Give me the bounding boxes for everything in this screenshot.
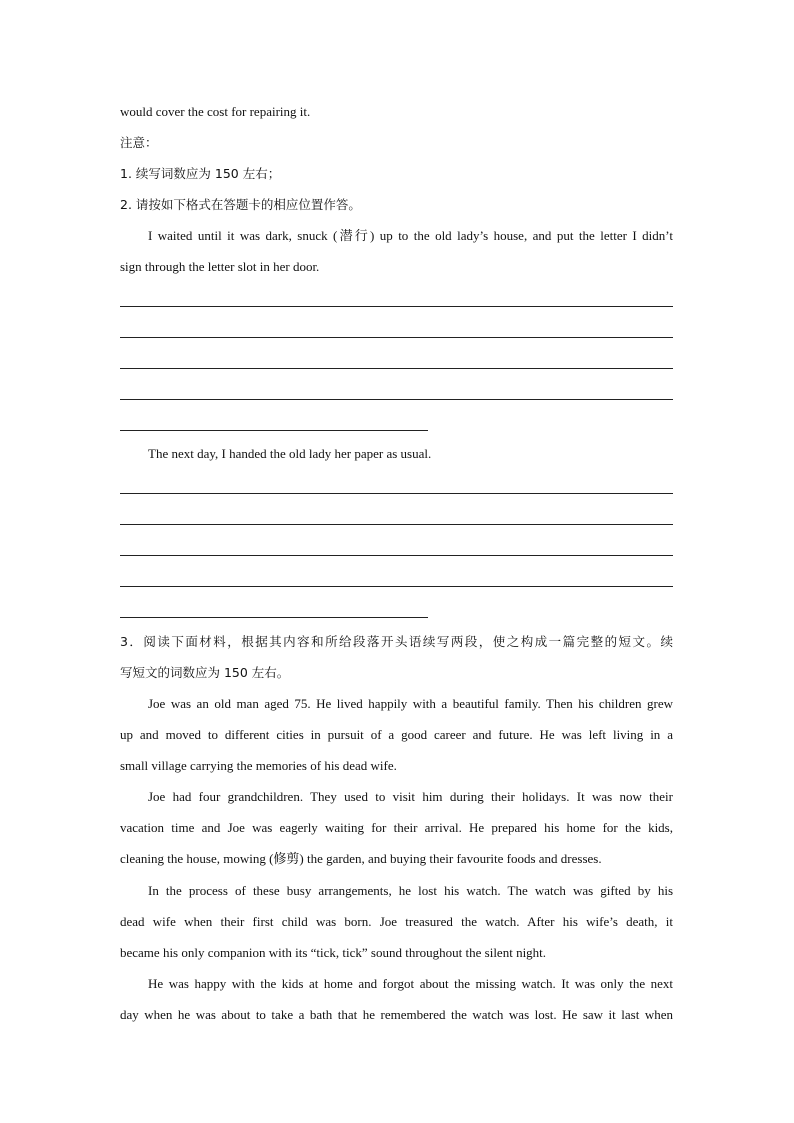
answer-line xyxy=(120,430,428,431)
answer-line xyxy=(120,493,673,494)
prompt-line: The next day, I handed the old lady her paper as usual. xyxy=(148,446,432,461)
answer-line xyxy=(120,337,673,338)
answer-line xyxy=(120,368,673,369)
paragraph-line: dead wife when their first child was born. Joe treasured the watch. After his wife’s death, it xyxy=(120,914,673,929)
paragraph-line: small village carrying the memories of his dead wife. xyxy=(120,758,397,773)
paragraph-line: In the process of these busy arrangements, he lost his watch. The watch was gifted by his xyxy=(148,883,673,898)
note-item: 2. 请按如下格式在答题卡的相应位置作答。 xyxy=(120,197,361,212)
answer-line xyxy=(120,399,673,400)
prompt-line: I waited until it was dark, snuck (潜行) up to the old lady’s house, and put the letter I didn’t xyxy=(148,228,673,243)
answer-line xyxy=(120,617,428,618)
answer-line xyxy=(120,586,673,587)
paragraph-line: Joe had four grandchildren. They used to visit him during their holidays. It was now their xyxy=(148,789,673,804)
paragraph-line: became his only companion with its “tick, tick” sound throughout the silent night. xyxy=(120,945,547,960)
text-line: would cover the cost for repairing it. xyxy=(120,104,311,119)
answer-line xyxy=(120,524,673,525)
paragraph-line: cleaning the house, mowing (修剪) the garden, and buying their favourite foods and dresses. xyxy=(120,851,602,866)
paragraph-line: day when he was about to take a bath that he remembered the watch was lost. He saw it last when xyxy=(120,1007,673,1022)
paragraph-line: He was happy with the kids at home and forgot about the missing watch. It was only the next xyxy=(148,976,673,991)
paragraph-line: vacation time and Joe was eagerly waiting for their arrival. He prepared his home for the kids, xyxy=(120,820,673,835)
prompt-line: sign through the letter slot in her door. xyxy=(120,259,320,274)
paragraph-line: Joe was an old man aged 75. He lived happily with a beautiful family. Then his children grew xyxy=(148,696,673,711)
answer-line xyxy=(120,306,673,307)
notes-heading: 注意： xyxy=(120,135,158,150)
paragraph-line: up and moved to different cities in pursuit of a good career and future. He was left living in a xyxy=(120,727,673,742)
question-line: 3．阅读下面材料，根据其内容和所给段落开头语续写两段，使之构成一篇完整的短文。续 xyxy=(120,634,673,649)
question-line: 写短文的词数应为 150 左右。 xyxy=(120,665,290,680)
note-item: 1. 续写词数应为 150 左右； xyxy=(120,166,281,181)
answer-line xyxy=(120,555,673,556)
